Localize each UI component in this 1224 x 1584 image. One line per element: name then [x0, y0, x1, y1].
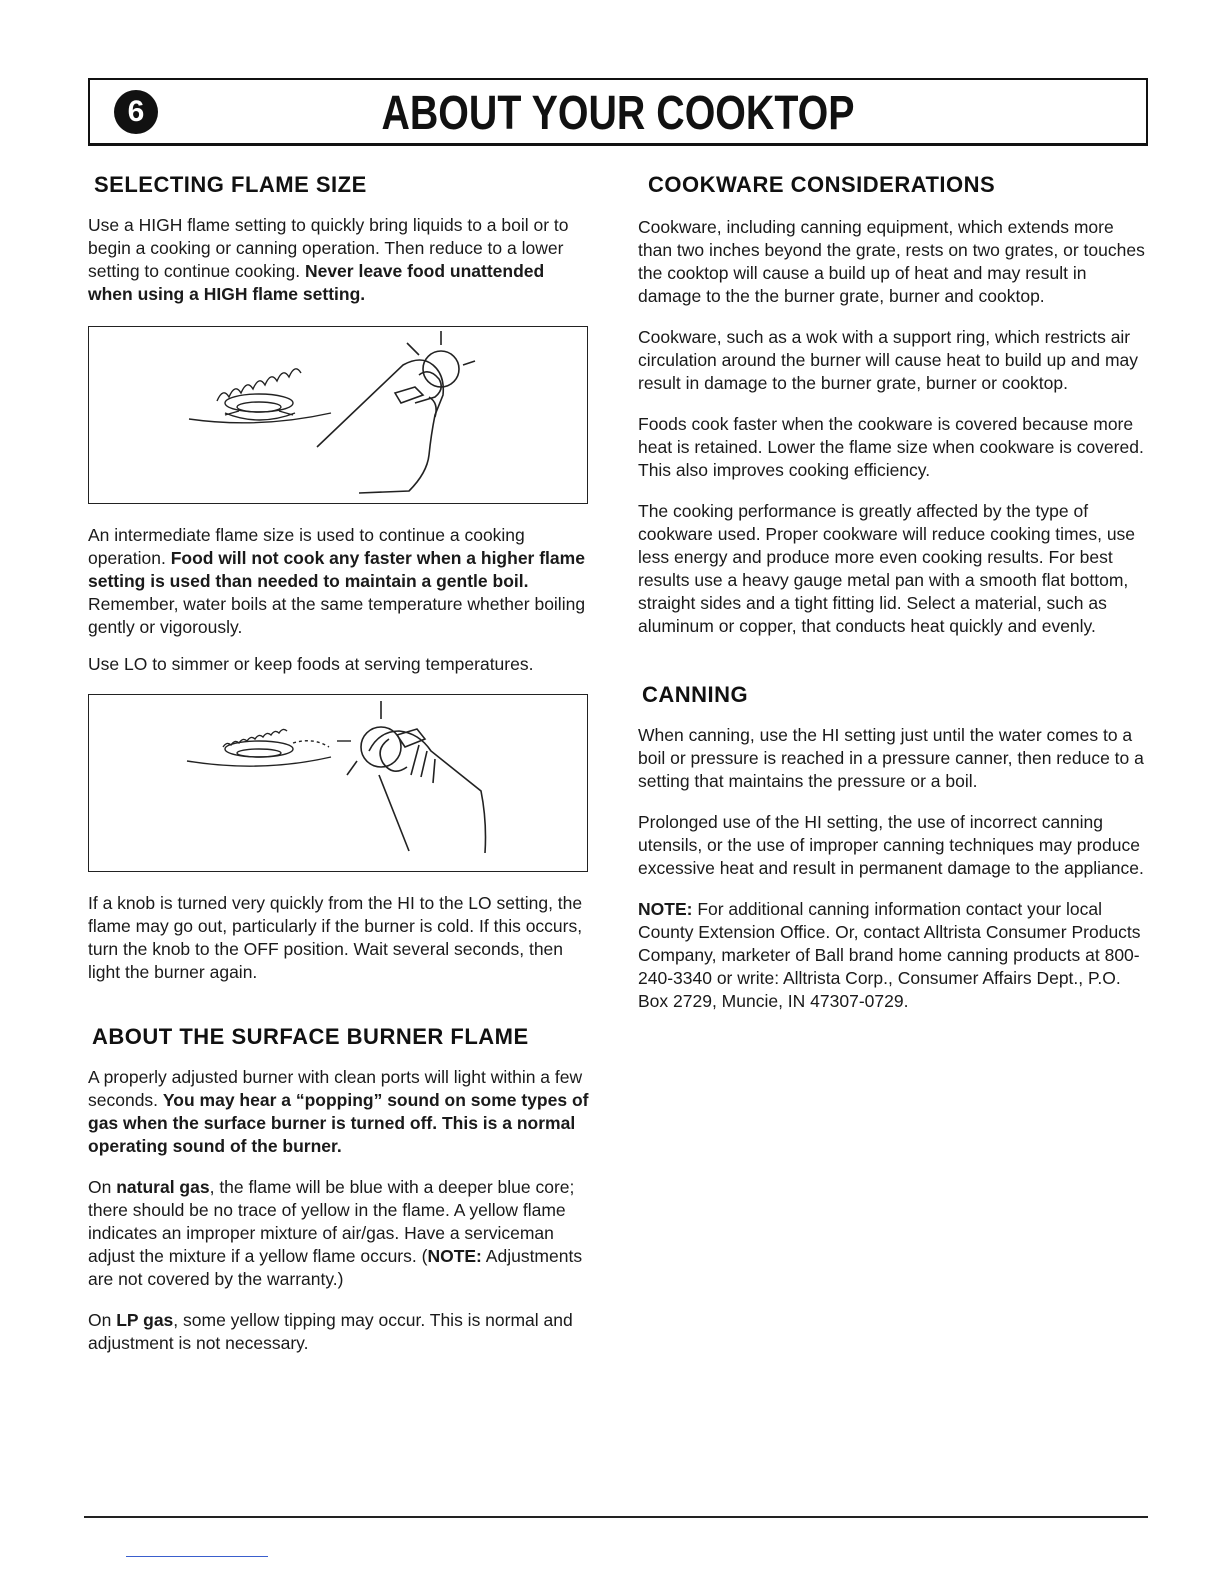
hand-drawing — [317, 360, 443, 493]
lp-gas-label: LP gas — [116, 1310, 174, 1330]
burner-para1-regular: A properly adjusted burner with clean ports will light within a few seconds. — [88, 1067, 583, 1110]
surface-burner-para2 — [88, 1176, 593, 1291]
selecting-flame-size-para3: Use LO to simmer or keep foods at serving temperatures. — [88, 654, 534, 674]
footer-underline — [126, 1556, 268, 1557]
burner-drawing — [189, 369, 331, 423]
high-flame-figure — [88, 326, 588, 504]
cookware-para1: Cookware, including canning equipment, which extends more than two inches beyond the grate, rests on two grates, or touches the cooktop will cause a build up of heat and may result in damage to the the burner grate, burner and cooktop. — [638, 217, 1145, 306]
para1-regular-text: Use a HIGH flame setting to quickly bring liquids to a boil or to begin a cooking or canning operation. Then reduce to a lower setting to continue cooking. — [88, 215, 569, 281]
burner-para2-b: , the flame will be blue with a deeper blue core; there should be no trace of yellow in the flame. A yellow flame indicates an improper mixture of air/gas. Have a serviceman adjust the mixture if a yellow flame occurs. ( — [88, 1177, 575, 1266]
cookware-considerations-heading: COOKWARE CONSIDERATIONS — [648, 172, 996, 197]
canning-note-label: NOTE: — [638, 899, 693, 919]
burner-para3-b: , some yellow tipping may occur. This is normal and adjustment is not necessary. — [88, 1310, 573, 1353]
canning-para1: When canning, use the HI setting just until the water comes to a boil or pressure is reached in a pressure canner, then reduce to a setting that maintains the pressure or a boil. — [638, 725, 1144, 791]
chapter-number-badge: 6 — [114, 90, 158, 134]
surface-burner-para1 — [88, 1066, 593, 1158]
selecting-flame-size-para2 — [88, 524, 593, 639]
control-knob — [407, 331, 475, 387]
burner-low-flame-illustration — [89, 695, 589, 873]
page-title: ABOUT YOUR COOKTOP — [381, 87, 855, 140]
left-column — [88, 172, 593, 1355]
canning-note-text: For additional canning information contact your local County Extension Office. Or, contact Alltrista Consumer Products Company, marketer of Ball brand home canning products at 800-240-3340 or write: Alltrista Corp., Consumer Affairs Dept., P.O. Box 2729, Muncie, IN 47307-0729. — [638, 899, 1141, 1011]
page-header — [88, 78, 1148, 146]
burner-para1-bold: You may hear a “popping” sound on some types of gas when the surface burner is turned off. This is a normal operating sound of the burner. — [88, 1090, 589, 1156]
para2-bold-text: Food will not cook any faster when a higher flame setting is used than needed to maintain a gentle boil. — [88, 548, 585, 591]
control-knob-low — [347, 701, 401, 775]
surface-burner-para3 — [88, 1309, 593, 1355]
canning-heading: CANNING — [642, 682, 749, 707]
natural-gas-label: natural gas — [116, 1177, 210, 1197]
burner-para3-a: On — [88, 1310, 117, 1330]
footer-divider — [84, 1516, 1148, 1518]
note-label: NOTE: — [427, 1246, 482, 1266]
para2-regular-a: An intermediate flame size is used to continue a cooking operation. — [88, 525, 525, 568]
burner-drawing-low — [187, 729, 351, 766]
cookware-para2: Cookware, such as a wok with a support ring, which restricts air circulation around the burner will cause heat to build up and may result in damage to the burner grate, burner or cooktop. — [638, 327, 1139, 393]
selecting-flame-size-heading: SELECTING FLAME SIZE — [94, 172, 367, 197]
selecting-flame-size-para1 — [88, 214, 593, 306]
burner-para2-c: Adjustments are not covered by the warranty.) — [88, 1246, 583, 1289]
para1-bold-warning: Never leave food unattended when using a HIGH flame setting. — [88, 261, 545, 304]
canning-para2: Prolonged use of the HI setting, the use of incorrect canning utensils, or the use of improper canning techniques may produce excessive heat and result in permanent damage to the appliance. — [638, 812, 1144, 878]
canning-para3 — [638, 898, 1150, 1013]
burner-para2-a: On — [88, 1177, 117, 1197]
surface-burner-flame-heading: ABOUT THE SURFACE BURNER FLAME — [92, 1024, 529, 1049]
cookware-para3: Foods cook faster when the cookware is covered because more heat is retained. Lower the flame size when cookware is covered. This also improves cooking efficiency. — [638, 414, 1144, 480]
para2-regular-b: Remember, water boils at the same temperature whether boiling gently or vigorously. — [88, 594, 586, 637]
selecting-flame-size-para4: If a knob is turned very quickly from the HI to the LO setting, the flame may go out, particularly if the burner is cold. If this occurs, turn the knob to the OFF position. Wait several seconds, then light the burner again. — [88, 893, 583, 982]
cookware-para4: The cooking performance is greatly affected by the type of cookware used. Proper cookware will reduce cooking times, use less energy and produce more even cooking results. For best results use a heavy gauge metal pan with a smooth flat bottom, straight sides and a tight fitting lid. Select a material, such as aluminum or copper, that conducts heat quickly and evenly. — [638, 501, 1136, 636]
hand-drawing-low — [369, 729, 486, 853]
low-flame-figure — [88, 694, 588, 872]
burner-high-flame-illustration — [89, 327, 589, 505]
right-column — [638, 172, 1150, 1013]
